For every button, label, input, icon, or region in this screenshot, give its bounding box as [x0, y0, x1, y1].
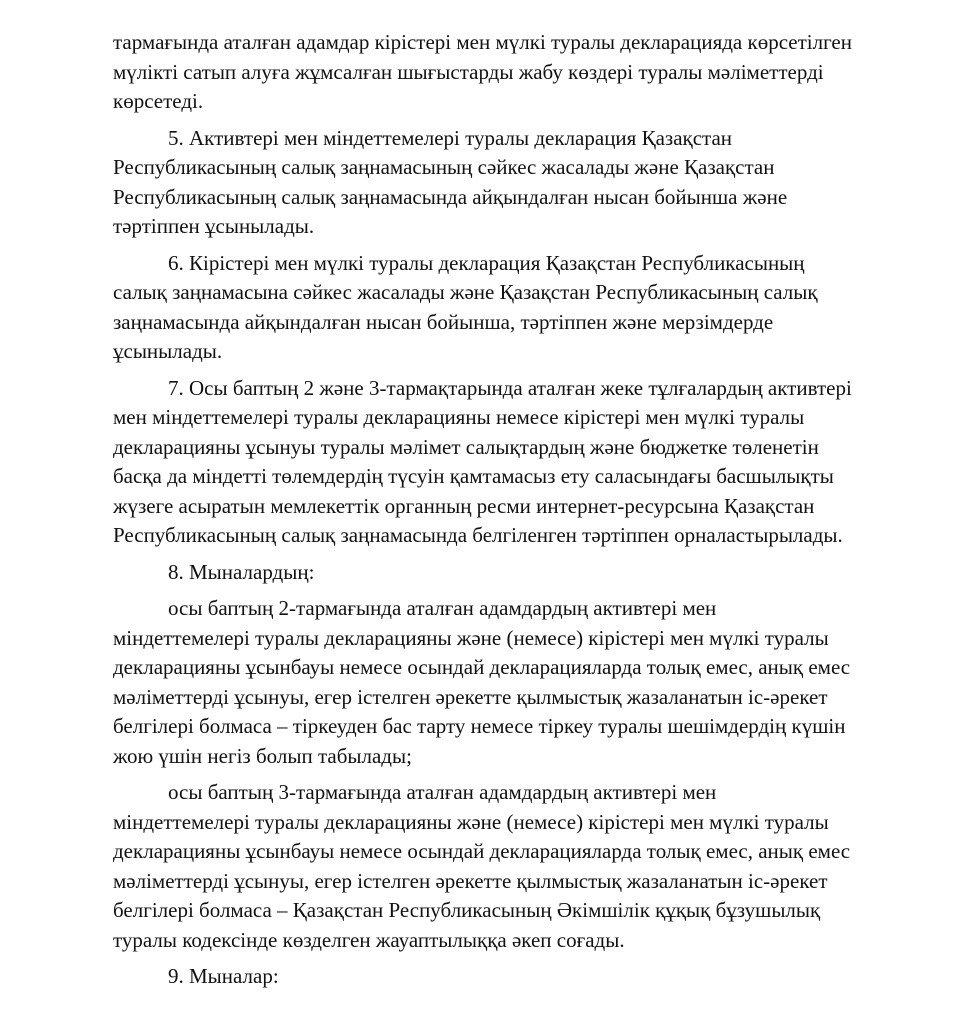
text-line: декларацияны ұсынбауы немесе осындай декларацияларда толық емес, анық емес: [113, 655, 851, 679]
text-line: міндеттемелері туралы декларацияны және (немесе) кірістері мен мүлкі туралы: [113, 809, 829, 834]
text-line: мүлікті сатып алуға жұмсалған шығыстарды жабу көздері туралы мәліметтерді: [113, 59, 824, 84]
paragraph-item-8: [113, 558, 869, 588]
text-line: Республикасының салық заңнамасында айқындалған нысан бойынша және: [113, 184, 788, 209]
text-line: жою үшін негіз болып табылады;: [113, 743, 412, 768]
text-line: Республикасының салық заңнамасының сәйкес жасалады және Қазақстан: [113, 155, 775, 179]
text-line: заңнамасында айқындалған нысан бойынша, тәртіппен және мерзімдерде: [113, 309, 774, 334]
paragraph-item-8-a: [113, 594, 869, 771]
text-line: Республикасының салық заңнамасында белгіленген тәртіппен орналастырылады.: [113, 523, 843, 547]
text-line: белгілері болмаса – тіркеуден бас тарту немесе тіркеу туралы шешімдердің күшін: [113, 714, 846, 738]
text-line: декларацияны ұсынуы туралы мәлімет салықтардың және бюджетке төленетін: [113, 434, 819, 459]
text-line: мен міндеттемелері туралы декларацияны немесе кірістері мен мүлкі туралы: [113, 405, 805, 429]
text-line: мәліметтерді ұсынуы, егер істелген әрекетте қылмыстық жазаланатын іс-әрекет: [113, 684, 828, 709]
text-line: жүзеге асыратын мемлекеттік органның ресми интернет-ресурсына Қазақстан: [113, 493, 815, 518]
text-line: туралы кодексінде көзделген жауаптылыққа әкеп соғады.: [113, 927, 625, 952]
paragraph-item-8-b: [113, 778, 869, 955]
text-line: көрсетеді.: [113, 89, 204, 113]
text-line: 7. Осы баптың 2 және 3-тармақтарында аталған жеке тұлғалардың активтері: [168, 375, 852, 400]
paragraph-item-5: [113, 124, 869, 242]
text-line: міндеттемелері туралы декларацияны және (немесе) кірістері мен мүлкі туралы: [113, 625, 829, 650]
text-line: декларацияны ұсынбауы немесе осындай декларацияларда толық емес, анық емес: [113, 839, 851, 863]
text-line: осы баптың 3-тармағында аталған адамдардың активтері мен: [168, 780, 717, 804]
paragraph-item-9: [113, 962, 869, 992]
text-line: ұсынылады.: [113, 339, 223, 363]
text-line: 5. Активтері мен міндеттемелері туралы декларация Қазақстан: [168, 125, 733, 150]
text-line: мәліметтерді ұсынуы, егер істелген әрекетте қылмыстық жазаланатын іс-әрекет: [113, 868, 828, 893]
text-line: басқа да міндетті төлемдердің түсуін қамтамасыз ету саласындағы басшылықты: [113, 464, 834, 488]
text-line: 8. Мыналардың:: [168, 559, 315, 584]
paragraph-item-7: [113, 374, 869, 551]
text-line: тармағында аталған адамдар кірістері мен мүлкі туралы декларацияда көрсетілген: [113, 30, 852, 54]
paragraph-item-6: [113, 249, 869, 367]
text-line: 6. Кірістері мен мүлкі туралы декларация Қазақстан Республикасының: [168, 250, 805, 275]
text-line: 9. Мыналар:: [168, 964, 279, 988]
text-line: тәртіппен ұсынылады.: [113, 214, 315, 238]
text-line: белгілері болмаса – Қазақстан Республикасының Әкімшілік құқық бұзушылық: [113, 898, 821, 922]
paragraph-continuation: [113, 28, 869, 117]
text-line: осы баптың 2-тармағында аталған адамдардың активтері мен: [168, 596, 717, 620]
text-line: салық заңнамасына сәйкес жасалады және Қазақстан Республикасының салық: [113, 280, 818, 304]
